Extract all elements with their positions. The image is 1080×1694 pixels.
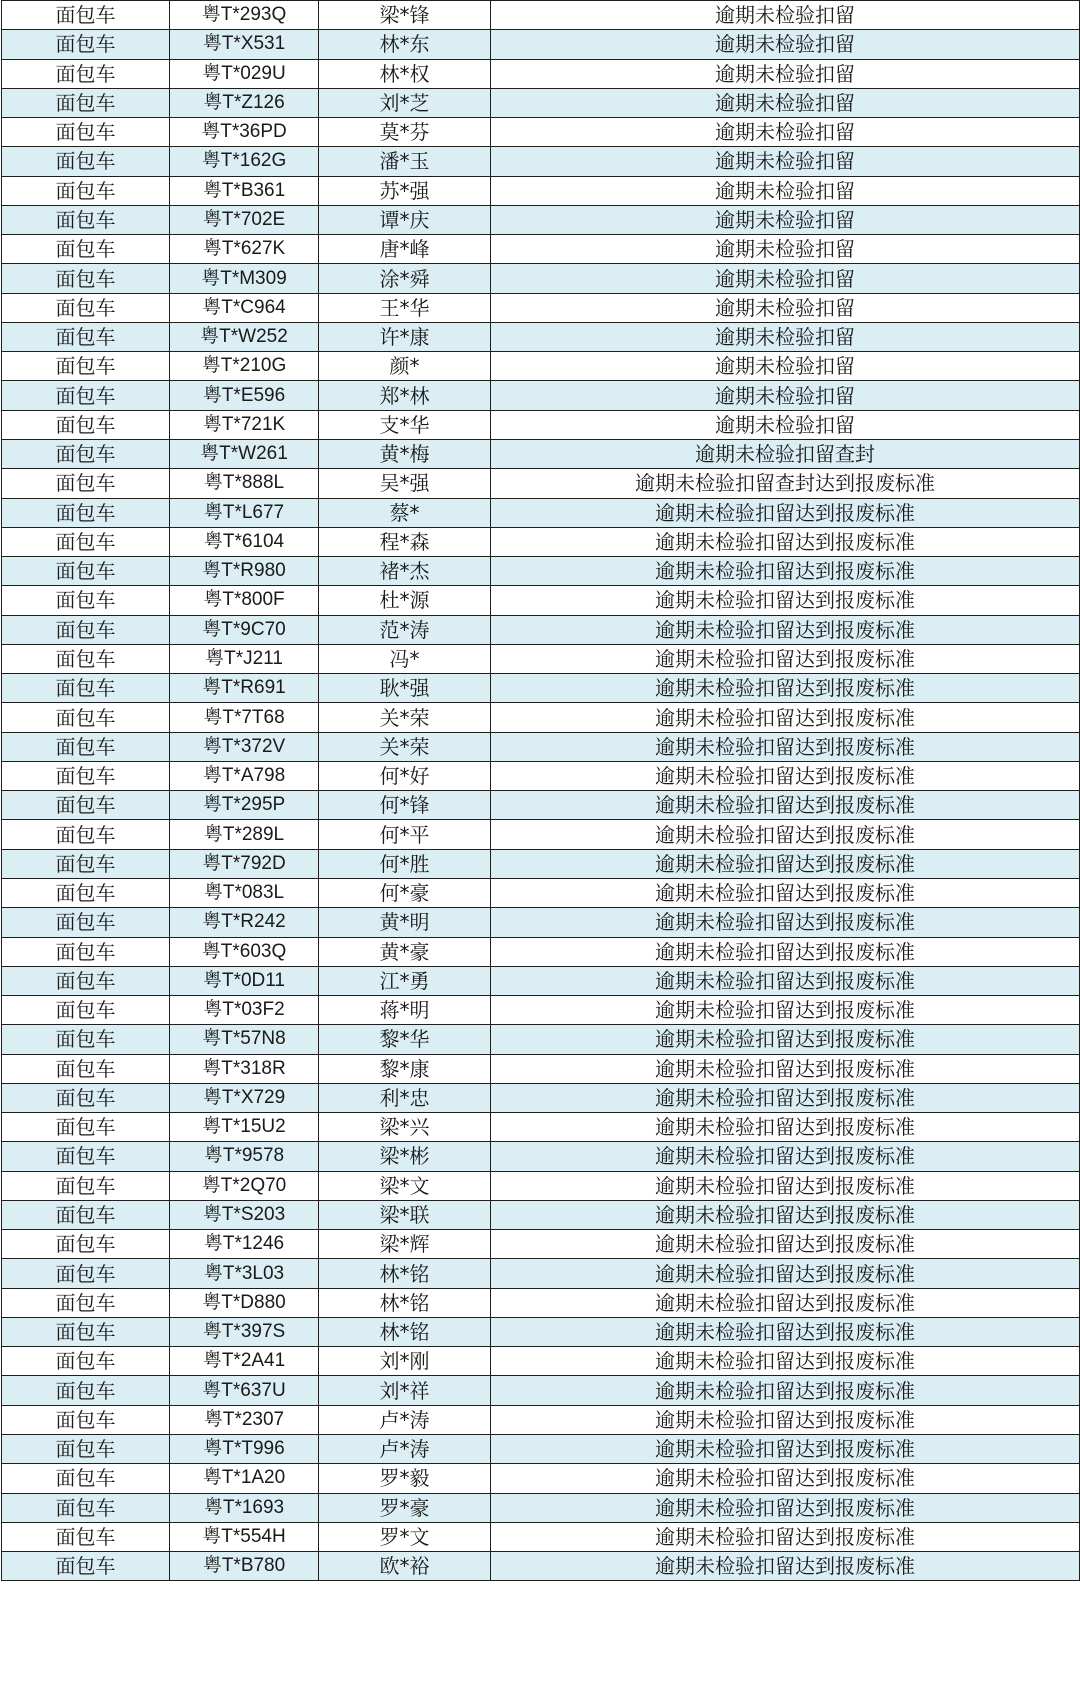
plate-number-cell: 粤T*S203 — [170, 1200, 319, 1229]
plate-number-cell: 粤T*3L03 — [170, 1259, 319, 1288]
table-row — [2, 703, 1080, 732]
plate-number-cell: 粤T*A798 — [170, 761, 319, 790]
vehicle-type-cell: 面包车 — [2, 1464, 170, 1493]
plate-number-cell: 粤T*702E — [170, 205, 319, 234]
table-row — [2, 615, 1080, 644]
status-cell: 逾期未检验扣留达到报废标准 — [491, 1435, 1080, 1464]
owner-name-cell: 江*勇 — [319, 966, 491, 995]
table-row — [2, 1493, 1080, 1522]
vehicle-type-cell: 面包车 — [2, 498, 170, 527]
table-row — [2, 527, 1080, 556]
vehicle-type-cell: 面包车 — [2, 1230, 170, 1259]
table-row — [2, 966, 1080, 995]
vehicle-type-cell: 面包车 — [2, 410, 170, 439]
table-row — [2, 1347, 1080, 1376]
owner-name-cell: 何*胜 — [319, 849, 491, 878]
status-cell: 逾期未检验扣留 — [491, 1, 1080, 30]
table-row — [2, 410, 1080, 439]
vehicle-type-cell: 面包车 — [2, 586, 170, 615]
table-row — [2, 1288, 1080, 1317]
owner-name-cell: 关*荣 — [319, 703, 491, 732]
plate-number-cell: 粤T*637U — [170, 1376, 319, 1405]
status-cell: 逾期未检验扣留 — [491, 410, 1080, 439]
plate-number-cell: 粤T*36PD — [170, 118, 319, 147]
table-row — [2, 322, 1080, 351]
owner-name-cell: 刘*芝 — [319, 88, 491, 117]
vehicle-type-cell: 面包车 — [2, 30, 170, 59]
vehicle-type-cell: 面包车 — [2, 996, 170, 1025]
table-row — [2, 761, 1080, 790]
status-cell: 逾期未检验扣留达到报废标准 — [491, 1171, 1080, 1200]
vehicle-type-cell: 面包车 — [2, 1288, 170, 1317]
table-row — [2, 1435, 1080, 1464]
plate-number-cell: 粤T*L677 — [170, 498, 319, 527]
owner-name-cell: 罗*豪 — [319, 1493, 491, 1522]
status-cell: 逾期未检验扣留达到报废标准 — [491, 1405, 1080, 1434]
owner-name-cell: 何*好 — [319, 761, 491, 790]
status-cell: 逾期未检验扣留 — [491, 118, 1080, 147]
table-row — [2, 439, 1080, 468]
plate-number-cell: 粤T*2A41 — [170, 1347, 319, 1376]
table-row — [2, 205, 1080, 234]
owner-name-cell: 王*华 — [319, 293, 491, 322]
table-row — [2, 30, 1080, 59]
table-row — [2, 264, 1080, 293]
owner-name-cell: 罗*毅 — [319, 1464, 491, 1493]
vehicle-type-cell: 面包车 — [2, 88, 170, 117]
plate-number-cell: 粤T*R691 — [170, 674, 319, 703]
vehicle-type-cell: 面包车 — [2, 59, 170, 88]
table-row — [2, 791, 1080, 820]
vehicle-type-cell: 面包车 — [2, 118, 170, 147]
vehicle-type-cell: 面包车 — [2, 1435, 170, 1464]
status-cell: 逾期未检验扣留达到报废标准 — [491, 761, 1080, 790]
status-cell: 逾期未检验扣留查封达到报废标准 — [491, 469, 1080, 498]
table-row — [2, 557, 1080, 586]
vehicle-type-cell: 面包车 — [2, 322, 170, 351]
table-body — [2, 1, 1080, 1581]
owner-name-cell: 蒋*明 — [319, 996, 491, 1025]
owner-name-cell: 苏*强 — [319, 176, 491, 205]
plate-number-cell: 粤T*9578 — [170, 1142, 319, 1171]
owner-name-cell: 梁*文 — [319, 1171, 491, 1200]
status-cell: 逾期未检验扣留达到报废标准 — [491, 878, 1080, 907]
vehicle-type-cell: 面包车 — [2, 674, 170, 703]
vehicle-type-cell: 面包车 — [2, 1259, 170, 1288]
status-cell: 逾期未检验扣留达到报废标准 — [491, 1288, 1080, 1317]
plate-number-cell: 粤T*162G — [170, 147, 319, 176]
plate-number-cell: 粤T*W252 — [170, 322, 319, 351]
table-row — [2, 235, 1080, 264]
table-row — [2, 820, 1080, 849]
plate-number-cell: 粤T*2307 — [170, 1405, 319, 1434]
plate-number-cell: 粤T*57N8 — [170, 1025, 319, 1054]
owner-name-cell: 蔡* — [319, 498, 491, 527]
owner-name-cell: 涂*舜 — [319, 264, 491, 293]
status-cell: 逾期未检验扣留达到报废标准 — [491, 1259, 1080, 1288]
table-row — [2, 1552, 1080, 1581]
plate-number-cell: 粤T*800F — [170, 586, 319, 615]
plate-number-cell: 粤T*210G — [170, 352, 319, 381]
vehicle-type-cell: 面包车 — [2, 761, 170, 790]
status-cell: 逾期未检验扣留达到报废标准 — [491, 820, 1080, 849]
vehicle-type-cell: 面包车 — [2, 1552, 170, 1581]
status-cell: 逾期未检验扣留 — [491, 30, 1080, 59]
status-cell: 逾期未检验扣留达到报废标准 — [491, 1522, 1080, 1551]
table-row — [2, 1025, 1080, 1054]
owner-name-cell: 梁*兴 — [319, 1113, 491, 1142]
owner-name-cell: 黎*康 — [319, 1054, 491, 1083]
status-cell: 逾期未检验扣留达到报废标准 — [491, 527, 1080, 556]
vehicle-type-cell: 面包车 — [2, 1171, 170, 1200]
plate-number-cell: 粤T*7T68 — [170, 703, 319, 732]
plate-number-cell: 粤T*6104 — [170, 527, 319, 556]
status-cell: 逾期未检验扣留达到报废标准 — [491, 1054, 1080, 1083]
vehicle-detention-table — [1, 0, 1080, 1581]
owner-name-cell: 郑*林 — [319, 381, 491, 410]
status-cell: 逾期未检验扣留达到报废标准 — [491, 732, 1080, 761]
status-cell: 逾期未检验扣留达到报废标准 — [491, 908, 1080, 937]
table-row — [2, 59, 1080, 88]
status-cell: 逾期未检验扣留 — [491, 176, 1080, 205]
plate-number-cell: 粤T*627K — [170, 235, 319, 264]
vehicle-type-cell: 面包车 — [2, 1347, 170, 1376]
owner-name-cell: 黄*豪 — [319, 937, 491, 966]
owner-name-cell: 许*康 — [319, 322, 491, 351]
table-row — [2, 1317, 1080, 1346]
vehicle-type-cell: 面包车 — [2, 527, 170, 556]
owner-name-cell: 梁*锋 — [319, 1, 491, 30]
status-cell: 逾期未检验扣留查封 — [491, 439, 1080, 468]
plate-number-cell: 粤T*J211 — [170, 644, 319, 673]
owner-name-cell: 支*华 — [319, 410, 491, 439]
status-cell: 逾期未检验扣留达到报废标准 — [491, 586, 1080, 615]
vehicle-type-cell: 面包车 — [2, 1025, 170, 1054]
status-cell: 逾期未检验扣留 — [491, 381, 1080, 410]
table-row — [2, 586, 1080, 615]
table-row — [2, 469, 1080, 498]
owner-name-cell: 林*权 — [319, 59, 491, 88]
table-row — [2, 878, 1080, 907]
table-row — [2, 1171, 1080, 1200]
table-row — [2, 88, 1080, 117]
status-cell: 逾期未检验扣留达到报废标准 — [491, 937, 1080, 966]
vehicle-type-cell: 面包车 — [2, 1317, 170, 1346]
status-cell: 逾期未检验扣留达到报废标准 — [491, 1113, 1080, 1142]
table-row — [2, 1376, 1080, 1405]
vehicle-type-cell: 面包车 — [2, 1083, 170, 1112]
vehicle-type-cell: 面包车 — [2, 205, 170, 234]
status-cell: 逾期未检验扣留 — [491, 147, 1080, 176]
table-row — [2, 937, 1080, 966]
table-row — [2, 1054, 1080, 1083]
owner-name-cell: 利*忠 — [319, 1083, 491, 1112]
status-cell: 逾期未检验扣留达到报废标准 — [491, 557, 1080, 586]
plate-number-cell: 粤T*X729 — [170, 1083, 319, 1112]
status-cell: 逾期未检验扣留达到报废标准 — [491, 1552, 1080, 1581]
vehicle-type-cell: 面包车 — [2, 147, 170, 176]
vehicle-type-cell: 面包车 — [2, 1, 170, 30]
table-row — [2, 1, 1080, 30]
status-cell: 逾期未检验扣留达到报废标准 — [491, 1200, 1080, 1229]
status-cell: 逾期未检验扣留 — [491, 205, 1080, 234]
vehicle-type-cell: 面包车 — [2, 615, 170, 644]
plate-number-cell: 粤T*1246 — [170, 1230, 319, 1259]
table-row — [2, 147, 1080, 176]
status-cell: 逾期未检验扣留 — [491, 235, 1080, 264]
status-cell: 逾期未检验扣留达到报废标准 — [491, 703, 1080, 732]
owner-name-cell: 唐*峰 — [319, 235, 491, 264]
plate-number-cell: 粤T*W261 — [170, 439, 319, 468]
plate-number-cell: 粤T*083L — [170, 878, 319, 907]
vehicle-type-cell: 面包车 — [2, 644, 170, 673]
table-row — [2, 732, 1080, 761]
vehicle-type-cell: 面包车 — [2, 264, 170, 293]
plate-number-cell: 粤T*1A20 — [170, 1464, 319, 1493]
status-cell: 逾期未检验扣留达到报废标准 — [491, 1230, 1080, 1259]
owner-name-cell: 杜*源 — [319, 586, 491, 615]
status-cell: 逾期未检验扣留达到报废标准 — [491, 1317, 1080, 1346]
plate-number-cell: 粤T*03F2 — [170, 996, 319, 1025]
plate-number-cell: 粤T*15U2 — [170, 1113, 319, 1142]
vehicle-type-cell: 面包车 — [2, 791, 170, 820]
plate-number-cell: 粤T*295P — [170, 791, 319, 820]
table-row — [2, 498, 1080, 527]
plate-number-cell: 粤T*X531 — [170, 30, 319, 59]
owner-name-cell: 梁*辉 — [319, 1230, 491, 1259]
table-row — [2, 644, 1080, 673]
plate-number-cell: 粤T*Z126 — [170, 88, 319, 117]
vehicle-type-cell: 面包车 — [2, 1376, 170, 1405]
owner-name-cell: 程*森 — [319, 527, 491, 556]
vehicle-type-cell: 面包车 — [2, 703, 170, 732]
owner-name-cell: 关*荣 — [319, 732, 491, 761]
status-cell: 逾期未检验扣留 — [491, 322, 1080, 351]
owner-name-cell: 莫*芬 — [319, 118, 491, 147]
status-cell: 逾期未检验扣留达到报废标准 — [491, 1142, 1080, 1171]
table-row — [2, 996, 1080, 1025]
table-row — [2, 1113, 1080, 1142]
table-row — [2, 1405, 1080, 1434]
plate-number-cell: 粤T*B780 — [170, 1552, 319, 1581]
vehicle-type-cell: 面包车 — [2, 381, 170, 410]
owner-name-cell: 潘*玉 — [319, 147, 491, 176]
plate-number-cell: 粤T*E596 — [170, 381, 319, 410]
plate-number-cell: 粤T*2Q70 — [170, 1171, 319, 1200]
owner-name-cell: 林*铭 — [319, 1259, 491, 1288]
vehicle-type-cell: 面包车 — [2, 469, 170, 498]
table-row — [2, 293, 1080, 322]
owner-name-cell: 冯* — [319, 644, 491, 673]
table-row — [2, 381, 1080, 410]
vehicle-type-cell: 面包车 — [2, 1493, 170, 1522]
owner-name-cell: 卢*涛 — [319, 1435, 491, 1464]
status-cell: 逾期未检验扣留 — [491, 293, 1080, 322]
owner-name-cell: 黄*明 — [319, 908, 491, 937]
plate-number-cell: 粤T*372V — [170, 732, 319, 761]
status-cell: 逾期未检验扣留 — [491, 88, 1080, 117]
owner-name-cell: 何*豪 — [319, 878, 491, 907]
owner-name-cell: 耿*强 — [319, 674, 491, 703]
owner-name-cell: 褚*杰 — [319, 557, 491, 586]
vehicle-type-cell: 面包车 — [2, 293, 170, 322]
owner-name-cell: 林*铭 — [319, 1288, 491, 1317]
status-cell: 逾期未检验扣留达到报废标准 — [491, 791, 1080, 820]
plate-number-cell: 粤T*318R — [170, 1054, 319, 1083]
plate-number-cell: 粤T*029U — [170, 59, 319, 88]
plate-number-cell: 粤T*0D11 — [170, 966, 319, 995]
owner-name-cell: 梁*联 — [319, 1200, 491, 1229]
owner-name-cell: 何*平 — [319, 820, 491, 849]
status-cell: 逾期未检验扣留 — [491, 352, 1080, 381]
owner-name-cell: 吴*强 — [319, 469, 491, 498]
status-cell: 逾期未检验扣留达到报废标准 — [491, 1347, 1080, 1376]
table-row — [2, 1200, 1080, 1229]
plate-number-cell: 粤T*554H — [170, 1522, 319, 1551]
status-cell: 逾期未检验扣留达到报废标准 — [491, 498, 1080, 527]
vehicle-type-cell: 面包车 — [2, 849, 170, 878]
vehicle-type-cell: 面包车 — [2, 235, 170, 264]
vehicle-type-cell: 面包车 — [2, 732, 170, 761]
vehicle-type-cell: 面包车 — [2, 1200, 170, 1229]
table-row — [2, 1522, 1080, 1551]
vehicle-type-cell: 面包车 — [2, 439, 170, 468]
status-cell: 逾期未检验扣留达到报废标准 — [491, 996, 1080, 1025]
vehicle-type-cell: 面包车 — [2, 878, 170, 907]
vehicle-type-cell: 面包车 — [2, 352, 170, 381]
vehicle-type-cell: 面包车 — [2, 1142, 170, 1171]
table-row — [2, 1464, 1080, 1493]
plate-number-cell: 粤T*603Q — [170, 937, 319, 966]
table-row — [2, 908, 1080, 937]
owner-name-cell: 何*锋 — [319, 791, 491, 820]
table-row — [2, 849, 1080, 878]
plate-number-cell: 粤T*R980 — [170, 557, 319, 586]
owner-name-cell: 黄*梅 — [319, 439, 491, 468]
owner-name-cell: 颜* — [319, 352, 491, 381]
vehicle-type-cell: 面包车 — [2, 820, 170, 849]
plate-number-cell: 粤T*B361 — [170, 176, 319, 205]
status-cell: 逾期未检验扣留达到报废标准 — [491, 1083, 1080, 1112]
plate-number-cell: 粤T*792D — [170, 849, 319, 878]
plate-number-cell: 粤T*289L — [170, 820, 319, 849]
owner-name-cell: 欧*裕 — [319, 1552, 491, 1581]
status-cell: 逾期未检验扣留达到报废标准 — [491, 966, 1080, 995]
status-cell: 逾期未检验扣留达到报废标准 — [491, 615, 1080, 644]
table-row — [2, 1230, 1080, 1259]
status-cell: 逾期未检验扣留达到报废标准 — [491, 1376, 1080, 1405]
status-cell: 逾期未检验扣留达到报废标准 — [491, 1493, 1080, 1522]
owner-name-cell: 范*涛 — [319, 615, 491, 644]
status-cell: 逾期未检验扣留达到报废标准 — [491, 674, 1080, 703]
plate-number-cell: 粤T*397S — [170, 1317, 319, 1346]
plate-number-cell: 粤T*9C70 — [170, 615, 319, 644]
vehicle-type-cell: 面包车 — [2, 908, 170, 937]
status-cell: 逾期未检验扣留 — [491, 264, 1080, 293]
status-cell: 逾期未检验扣留达到报废标准 — [491, 849, 1080, 878]
vehicle-type-cell: 面包车 — [2, 1405, 170, 1434]
owner-name-cell: 黎*华 — [319, 1025, 491, 1054]
vehicle-type-cell: 面包车 — [2, 1054, 170, 1083]
owner-name-cell: 林*东 — [319, 30, 491, 59]
table-row — [2, 1142, 1080, 1171]
owner-name-cell: 刘*祥 — [319, 1376, 491, 1405]
table-row — [2, 176, 1080, 205]
table-row — [2, 118, 1080, 147]
table-row — [2, 674, 1080, 703]
plate-number-cell: 粤T*C964 — [170, 293, 319, 322]
status-cell: 逾期未检验扣留达到报废标准 — [491, 1464, 1080, 1493]
vehicle-type-cell: 面包车 — [2, 1113, 170, 1142]
owner-name-cell: 谭*庆 — [319, 205, 491, 234]
vehicle-type-cell: 面包车 — [2, 937, 170, 966]
vehicle-type-cell: 面包车 — [2, 1522, 170, 1551]
plate-number-cell: 粤T*721K — [170, 410, 319, 439]
owner-name-cell: 刘*刚 — [319, 1347, 491, 1376]
plate-number-cell: 粤T*D880 — [170, 1288, 319, 1317]
owner-name-cell: 林*铭 — [319, 1317, 491, 1346]
status-cell: 逾期未检验扣留 — [491, 59, 1080, 88]
owner-name-cell: 罗*文 — [319, 1522, 491, 1551]
plate-number-cell: 粤T*888L — [170, 469, 319, 498]
owner-name-cell: 卢*涛 — [319, 1405, 491, 1434]
plate-number-cell: 粤T*T996 — [170, 1435, 319, 1464]
status-cell: 逾期未检验扣留达到报废标准 — [491, 1025, 1080, 1054]
plate-number-cell: 粤T*1693 — [170, 1493, 319, 1522]
plate-number-cell: 粤T*M309 — [170, 264, 319, 293]
vehicle-type-cell: 面包车 — [2, 557, 170, 586]
table-row — [2, 352, 1080, 381]
table-row — [2, 1083, 1080, 1112]
vehicle-type-cell: 面包车 — [2, 176, 170, 205]
owner-name-cell: 梁*彬 — [319, 1142, 491, 1171]
plate-number-cell: 粤T*293Q — [170, 1, 319, 30]
status-cell: 逾期未检验扣留达到报废标准 — [491, 644, 1080, 673]
vehicle-type-cell: 面包车 — [2, 966, 170, 995]
table-row — [2, 1259, 1080, 1288]
plate-number-cell: 粤T*R242 — [170, 908, 319, 937]
